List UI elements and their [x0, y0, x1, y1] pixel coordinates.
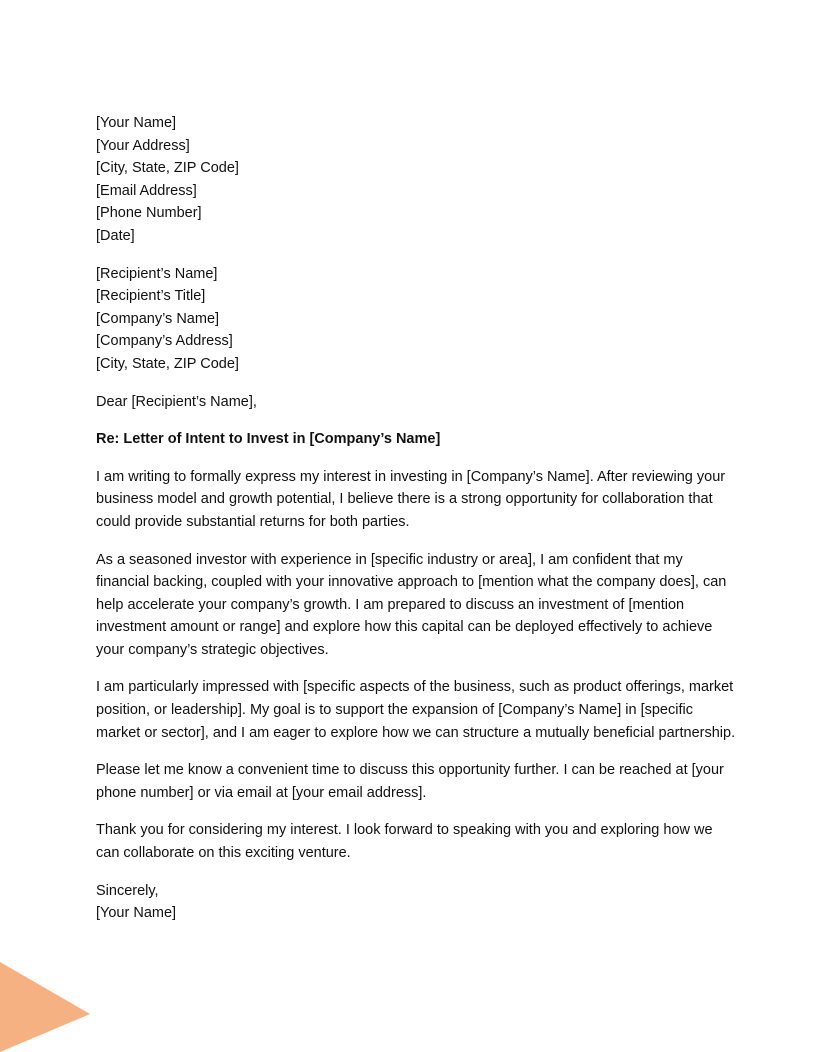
decorative-triangle [0, 962, 90, 1052]
sender-phone: [Phone Number] [96, 205, 202, 222]
body-paragraph-5: Thank you for considering my interest. I look forward to speaking with you and exploring how we can collaborate on this exciting venture. [96, 822, 713, 862]
letter-page [96, 112, 736, 925]
closing-block [96, 880, 736, 925]
sender-name: [Your Name] [96, 115, 177, 131]
subject-line: Re: Letter of Intent to Invest in [Company’s Name] [96, 431, 441, 448]
sender-email: [Email Address] [96, 182, 197, 199]
recipient-company-address: [Company’s Address] [96, 333, 233, 350]
signature-name: [Your Name] [96, 905, 177, 922]
recipient-company: [Company’s Name] [96, 310, 220, 327]
sender-city-state-zip: [City, State, ZIP Code] [96, 160, 239, 177]
body-paragraph-3: I am particularly impressed with [specific aspects of the business, such as product offerings, market position, or leadership]. My goal is to support the expansion of [Company’s Name] in [specific market or sector], and I am eager to explore how we can structure a mutually beneficial partnership. [96, 679, 736, 741]
body-paragraph-2: As a seasoned investor with experience in [specific industry or area], I am confident that my financial backing, coupled with your innovative approach to [mention what the company does], can help accelerate your company’s growth. I am prepared to discuss an investment of [mention investment amount or range] and explore how this capital can be deployed effectively to achieve your company’s strategic objectives. [96, 551, 727, 658]
valediction: Sincerely, [96, 882, 159, 899]
sender-block [96, 112, 736, 248]
salutation: Dear [Recipient’s Name], [96, 393, 257, 410]
body-paragraph-4: Please let me know a convenient time to discuss this opportunity further. I can be reached at [your phone number] or via email at [your email address]. [96, 762, 724, 801]
recipient-block [96, 263, 736, 376]
recipient-title: [Recipient’s Title] [96, 288, 206, 305]
letter-date: [Date] [96, 227, 135, 244]
body-paragraph-1: I am writing to formally express my interest in investing in [Company’s Name]. After reviewing your business model and growth potential, I believe there is a strong opportunity for collaboration that could provide substantial returns for both parties. [96, 468, 726, 530]
recipient-name: [Recipient’s Name] [96, 265, 218, 282]
recipient-city-state-zip: [City, State, ZIP Code] [96, 355, 239, 372]
sender-address: [Your Address] [96, 137, 190, 154]
